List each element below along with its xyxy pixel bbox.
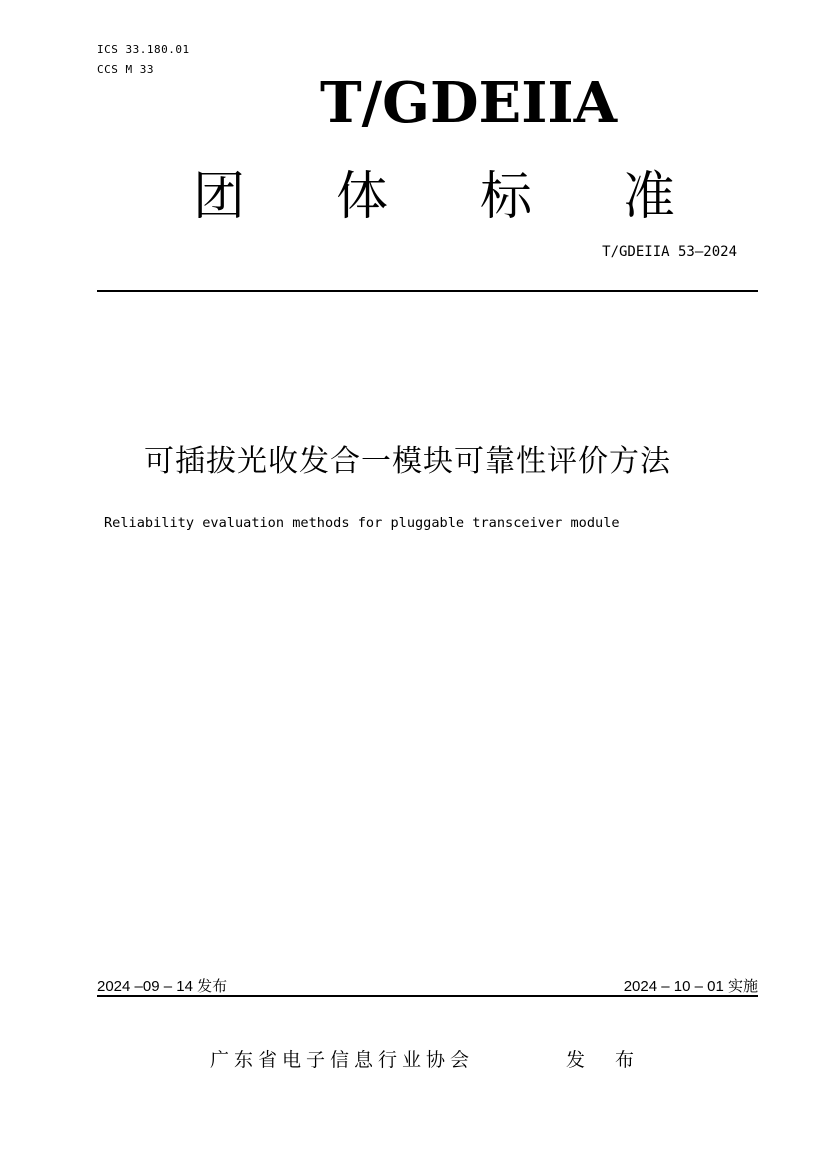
standard-type xyxy=(0,165,815,229)
standard-type-char: 团 xyxy=(193,167,246,227)
standard-number: T/GDEIIA 53—2024 xyxy=(602,244,737,260)
ccs-code: CCS M 33 xyxy=(97,63,154,76)
ics-code: ICS 33.180.01 xyxy=(97,43,190,56)
organization-code: T/GDEIIA xyxy=(320,70,618,136)
standard-type-char: 体 xyxy=(336,167,389,227)
implement-date-line xyxy=(624,976,758,997)
issue-date-line xyxy=(97,976,227,997)
issue-label: 发布 xyxy=(197,977,228,995)
implement-label: 实施 xyxy=(727,977,758,995)
publisher-name: 广东省电子信息行业协会 xyxy=(210,1049,475,1071)
issue-date: 2024 –09 – 14 xyxy=(97,978,193,995)
title-chinese: 可插拔光收发合一模块可靠性评价方法 xyxy=(144,444,671,479)
title-english: Reliability evaluation methods for pluggable transceiver module xyxy=(104,515,620,531)
publish-label: 发 布 xyxy=(566,1049,647,1071)
standard-type-char: 准 xyxy=(623,167,676,227)
standard-type-char: 标 xyxy=(480,167,533,227)
header-divider xyxy=(97,290,758,292)
implement-date: 2024 – 10 – 01 xyxy=(623,978,724,995)
footer-divider xyxy=(97,995,758,997)
